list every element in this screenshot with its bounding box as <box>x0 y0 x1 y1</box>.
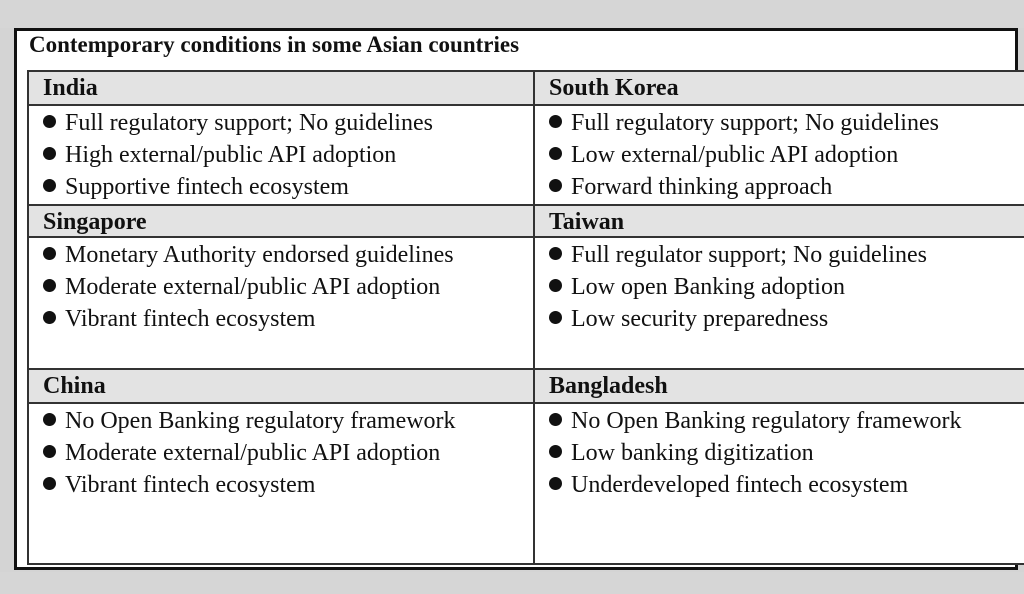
bullet-icon <box>43 147 56 160</box>
bottom-margin <box>0 572 1024 594</box>
country-conditions <box>29 106 535 206</box>
bullet-icon <box>549 413 562 426</box>
country-conditions <box>29 404 535 565</box>
bullet-icon <box>43 311 56 324</box>
list-item: Moderate external/public API adoption <box>43 437 529 469</box>
list-item: Moderate external/public API adoption <box>43 271 529 303</box>
list-item: High external/public API adoption <box>43 139 529 171</box>
list-item: Low security preparedness <box>549 303 1024 335</box>
bullet-icon <box>43 115 56 128</box>
bullet-icon <box>549 247 562 260</box>
bullet-icon <box>549 279 562 292</box>
list-item: Full regulatory support; No guidelines <box>43 107 529 139</box>
country-table <box>27 70 1024 565</box>
country-heading: South Korea <box>535 72 1024 106</box>
bullet-icon <box>549 477 562 490</box>
country-heading: Singapore <box>29 206 535 238</box>
country-heading: Taiwan <box>535 206 1024 238</box>
list-item: Low external/public API adoption <box>549 139 1024 171</box>
list-item: No Open Banking regulatory framework <box>549 405 1024 437</box>
bullet-icon <box>549 147 562 160</box>
list-item: Supportive fintech ecosystem <box>43 171 529 203</box>
country-heading: India <box>29 72 535 106</box>
table-frame <box>14 28 1018 570</box>
list-item: Vibrant fintech ecosystem <box>43 469 529 501</box>
list-item: Full regulatory support; No guidelines <box>549 107 1024 139</box>
bullet-icon <box>549 179 562 192</box>
list-item: Monetary Authority endorsed guidelines <box>43 239 529 271</box>
bullet-icon <box>43 247 56 260</box>
list-item: No Open Banking regulatory framework <box>43 405 529 437</box>
table-caption: Contemporary conditions in some Asian countries <box>29 32 520 57</box>
bullet-icon <box>43 279 56 292</box>
bullet-icon <box>549 311 562 324</box>
country-conditions <box>29 238 535 370</box>
bullet-icon <box>43 413 56 426</box>
top-margin <box>0 0 1024 28</box>
country-conditions <box>535 106 1024 206</box>
bullet-icon <box>43 477 56 490</box>
list-item: Forward thinking approach <box>549 171 1024 203</box>
list-item: Vibrant fintech ecosystem <box>43 303 529 335</box>
list-item: Low banking digitization <box>549 437 1024 469</box>
bullet-icon <box>43 179 56 192</box>
list-item: Full regulator support; No guidelines <box>549 239 1024 271</box>
list-item: Low open Banking adoption <box>549 271 1024 303</box>
bullet-icon <box>43 445 56 458</box>
country-conditions <box>535 238 1024 370</box>
country-conditions <box>535 404 1024 565</box>
bullet-icon <box>549 445 562 458</box>
country-heading: Bangladesh <box>535 370 1024 404</box>
bullet-icon <box>549 115 562 128</box>
list-item: Underdeveloped fintech ecosystem <box>549 469 1024 501</box>
country-heading: China <box>29 370 535 404</box>
